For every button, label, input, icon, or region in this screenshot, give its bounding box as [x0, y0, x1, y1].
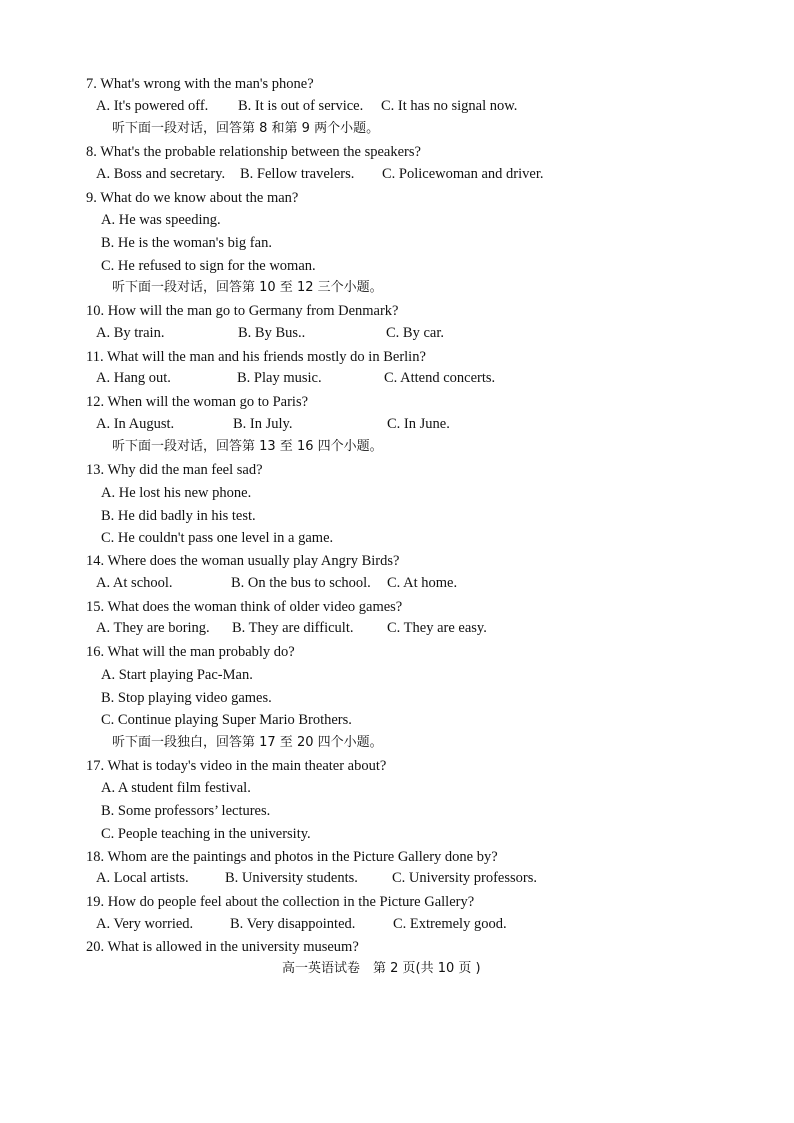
option-b: B. Fellow travelers.	[240, 166, 355, 182]
option-b: B. He is the woman's big fan.	[101, 235, 272, 251]
option-c: C. Attend concerts.	[384, 370, 496, 386]
question-17: 17. What is today's video in the main theater about?	[86, 758, 387, 774]
option-a: A. Start playing Pac-Man.	[101, 667, 253, 683]
option-b: B. Some professors’ lectures.	[101, 803, 271, 819]
option-a: A. By train.	[96, 325, 165, 341]
page-footer: 高一英语试卷 第 2 页(共 10 页 )	[282, 961, 481, 976]
option-a: A. It's powered off.	[96, 98, 209, 114]
question-13: 13. Why did the man feel sad?	[86, 462, 263, 478]
question-12: 12. When will the woman go to Paris?	[86, 394, 309, 410]
question-14: 14. Where does the woman usually play Angry Birds?	[86, 553, 400, 569]
question-16: 16. What will the man probably do?	[86, 644, 295, 660]
question-10: 10. How will the man go to Germany from Denmark?	[86, 303, 399, 319]
question-15: 15. What does the woman think of older video games?	[86, 599, 403, 615]
option-a: A. A student film festival.	[101, 780, 251, 796]
section-instruction: 听下面一段独白，回答第 17 至 20 四个小题。	[112, 735, 383, 750]
option-b: B. He did badly in his test.	[101, 508, 256, 524]
option-a: A. Boss and secretary.	[96, 166, 226, 182]
option-a: A. Local artists.	[96, 870, 189, 886]
section-instruction: 听下面一段对话，回答第 10 至 12 三个小题。	[112, 280, 383, 295]
option-b: B. Very disappointed.	[230, 916, 356, 932]
option-b: B. They are difficult.	[232, 620, 354, 636]
question-8: 8. What's the probable relationship between the speakers?	[86, 144, 421, 160]
option-a: A. Very worried.	[96, 916, 194, 932]
question-11: 11. What will the man and his friends mostly do in Berlin?	[86, 349, 426, 365]
option-c: C. Policewoman and driver.	[382, 166, 544, 182]
option-c: C. It has no signal now.	[381, 98, 518, 114]
option-b: B. On the bus to school.	[231, 575, 371, 591]
question-7: 7. What's wrong with the man's phone?	[86, 76, 314, 92]
option-c: C. They are easy.	[387, 620, 487, 636]
section-instruction: 听下面一段对话，回答第 8 和第 9 两个小题。	[112, 121, 380, 136]
question-20: 20. What is allowed in the university museum?	[86, 939, 359, 955]
option-c: C. He couldn't pass one level in a game.	[101, 530, 334, 546]
option-c: C. He refused to sign for the woman.	[101, 258, 316, 274]
option-a: A. In August.	[96, 416, 175, 432]
section-instruction: 听下面一段对话，回答第 13 至 16 四个小题。	[112, 439, 383, 454]
option-a: A. He lost his new phone.	[101, 485, 252, 501]
option-a: A. Hang out.	[96, 370, 171, 386]
option-b: B. Stop playing video games.	[101, 690, 272, 706]
option-b: B. Play music.	[237, 370, 322, 386]
option-b: B. University students.	[225, 870, 358, 886]
option-a: A. They are boring.	[96, 620, 210, 636]
option-a: A. He was speeding.	[101, 212, 221, 228]
question-9: 9. What do we know about the man?	[86, 190, 299, 206]
option-c: C. By car.	[386, 325, 444, 341]
option-a: A. At school.	[96, 575, 173, 591]
option-c: C. Extremely good.	[393, 916, 507, 932]
option-c: C. University professors.	[392, 870, 537, 886]
option-b: B. It is out of service.	[238, 98, 364, 114]
option-c: C. In June.	[387, 416, 450, 432]
option-c: C. People teaching in the university.	[101, 826, 311, 842]
option-c: C. At home.	[387, 575, 458, 591]
option-b: B. In July.	[233, 416, 293, 432]
option-b: B. By Bus..	[238, 325, 306, 341]
option-c: C. Continue playing Super Mario Brothers.	[101, 712, 352, 728]
question-19: 19. How do people feel about the collection in the Picture Gallery?	[86, 894, 475, 910]
question-18: 18. Whom are the paintings and photos in the Picture Gallery done by?	[86, 849, 498, 865]
